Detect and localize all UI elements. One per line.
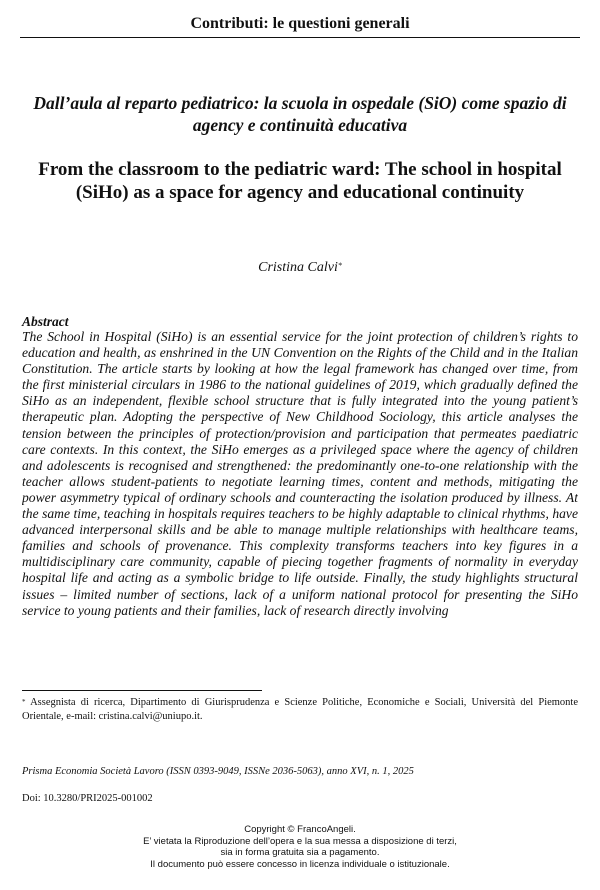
copyright-line: E’ vietata la Riproduzione dell’opera e la sua messa a disposizione di terzi, — [143, 835, 457, 847]
doi: Doi: 10.3280/PRI2025-001002 — [22, 793, 153, 804]
abstract-heading: Abstract — [22, 314, 69, 329]
title-english: From the classroom to the pediatric ward: The school in hospital (SiHo) as a space for agency and educational continuity — [38, 159, 562, 203]
copyright-line: sia in forma gratuita sia a pagamento. — [220, 847, 380, 858]
footnote-mark: * — [22, 698, 26, 706]
abstract-text: The School in Hospital (SiHo) is an essential service for the joint protection of children’s rights to education and health, as enshrined in the UN Convention on the Rights of the Child and in the Italian Constitution. The article starts by looking at how the legal framework has changed over time, from the first ministerial circulars in 1986 to the national guidelines of 2019, which gradually defined the SiHo as an independent, flexible school structure that is fully integrated into the young patient’s therapeutic plan. Adopting the perspective of New Childhood Sociology, this article analyses the tension between the principles of protection/provision and participation that permeates paediatric care contexts. In this context, the SiHo emerges as a privileged space where the agency of children and adolescents is recognised and strengthened: the predominantly one-to-one relationship with the teacher allows student-patients to negotiate learning times, content and methods, mitigating the power asymmetry typical of ordinary schools and counteracting the isolation produced by illness. At the same time, teaching in hospitals requires teachers to be highly adaptable to clinical rhythms, have advanced interpersonal skills and be able to manage multiple relationships with healthcare teams, families and schools of provenance. This complexity transforms teachers into key figures in a multidisciplinary care community, capable of piecing together fragments of normality in everyday hospital life and acting as a symbolic bridge to life outside. Finally, the study highlights structural issues – limited number of sections, lack of a uniform national protocol for presenting the SiHo service to young patients and their families, lack of research directly involving — [22, 329, 578, 618]
copyright-line: Copyright © FrancoAngeli. — [244, 824, 356, 835]
author-line — [20, 259, 580, 277]
copyright-line: Il documento può essere concesso in licenza individuale o istituzionale. — [150, 858, 450, 870]
copyright-notice — [60, 824, 540, 870]
footnote-divider — [22, 690, 262, 691]
author-footnote — [22, 696, 578, 723]
running-header: Contributi: le questioni generali — [20, 14, 580, 38]
footnote-text: Assegnista di ricerca, Dipartimento di Giurisprudenza e Scienze Politiche, Economiche e Sociali, Università del Piemonte Orientale, e-mail: cristina.calvi@uniupo.it. — [22, 697, 579, 722]
author-name: Cristina Calvi — [258, 260, 338, 275]
author-footnote-mark: * — [337, 261, 342, 270]
title-italian: Dall’aula al reparto pediatrico: la scuola in ospedale (SiO) come spazio di agency e continuità educativa — [33, 93, 567, 135]
journal-citation: Prisma Economia Società Lavoro (ISSN 0393-9049, ISSNe 2036-5063), anno XVI, n. 1, 2025 — [22, 766, 414, 777]
